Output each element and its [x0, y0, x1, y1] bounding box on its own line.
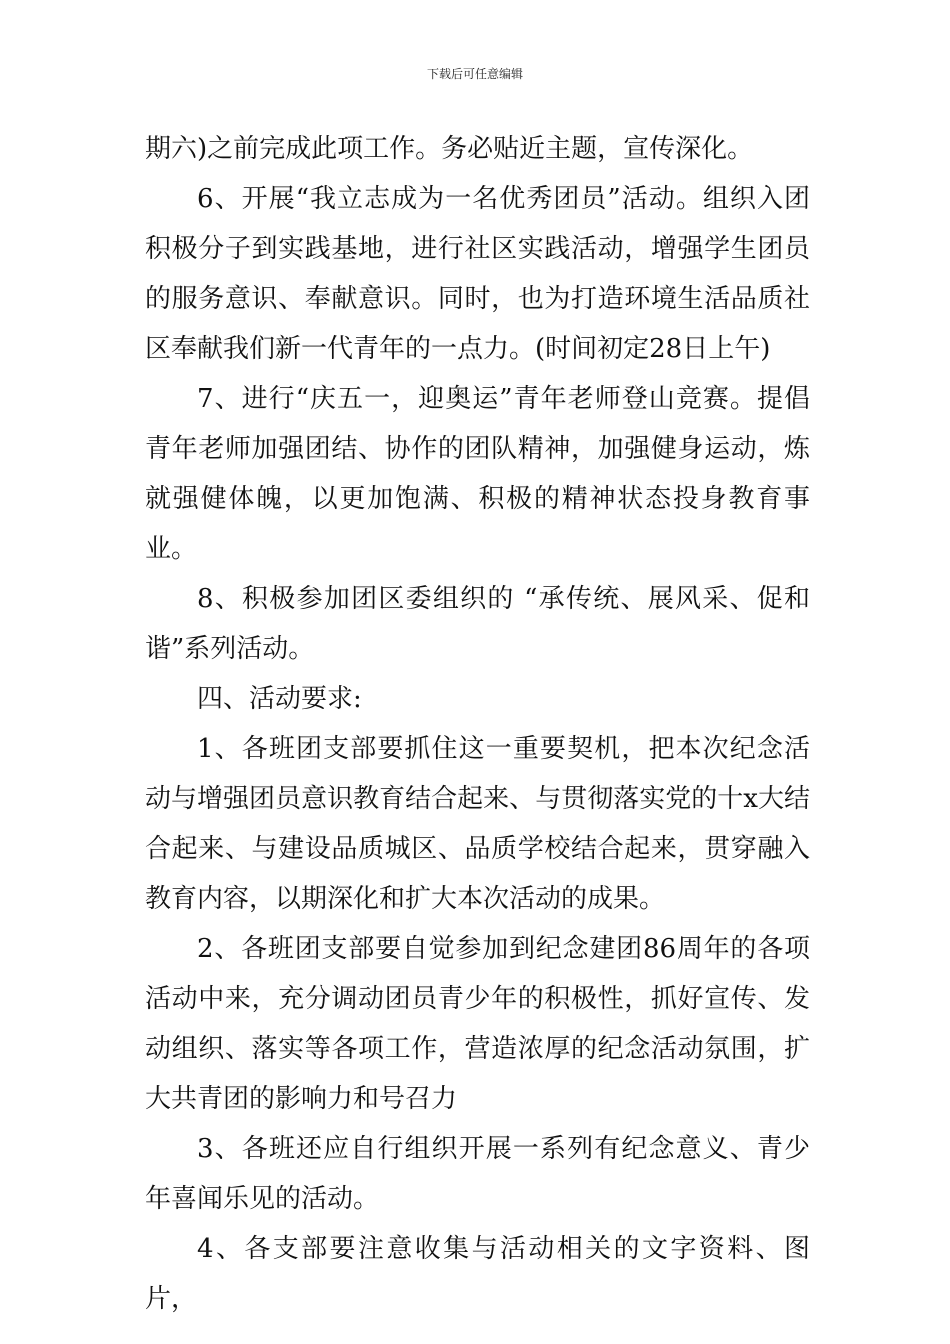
paragraph: 6、开展“我立志成为一名优秀团员”活动。组织入团积极分子到实践基地，进行社区实践活动，增强学生团员的服务意识、奉献意识。同时，也为打造环境生活品质社区奉献我们新一代青年的一点力。(时间初定28日上午) — [145, 184, 810, 364]
paragraph: 4、各支部要注意收集与活动相关的文字资料、图片， — [145, 1234, 810, 1314]
section-heading: 四、活动要求: — [197, 684, 362, 714]
paragraph: 1、各班团支部要抓住这一重要契机，把本次纪念活动与增强团员意识教育结合起来、与贯彻落实党的十x大结合起来、与建设品质城区、品质学校结合起来，贯穿融入教育内容，以期深化和扩大本次活动的成果。 — [145, 734, 810, 914]
paragraph: 8、积极参加团区委组织的 “承传统、展风采、促和谐”系列活动。 — [145, 584, 810, 664]
paragraph: 3、各班还应自行组织开展一系列有纪念意义、青少年喜闻乐见的活动。 — [145, 1134, 810, 1214]
page-header: 下载后可任意编辑 — [426, 67, 523, 81]
paragraph: 2、各班团支部要自觉参加到纪念建团86周年的各项活动中来，充分调动团员青少年的积极性，抓好宣传、发动组织、落实等各项工作，营造浓厚的纪念活动氛围，扩大共青团的影响力和号召力 — [145, 934, 810, 1114]
paragraph: 期六)之前完成此项工作。务必贴近主题，宣传深化。 — [145, 134, 754, 164]
document-body — [145, 124, 810, 1324]
paragraph: 7、进行“庆五一，迎奥运”青年老师登山竞赛。提倡青年老师加强团结、协作的团队精神，加强健身运动，炼就强健体魄，以更加饱满、积极的精神状态投身教育事业。 — [145, 384, 810, 564]
